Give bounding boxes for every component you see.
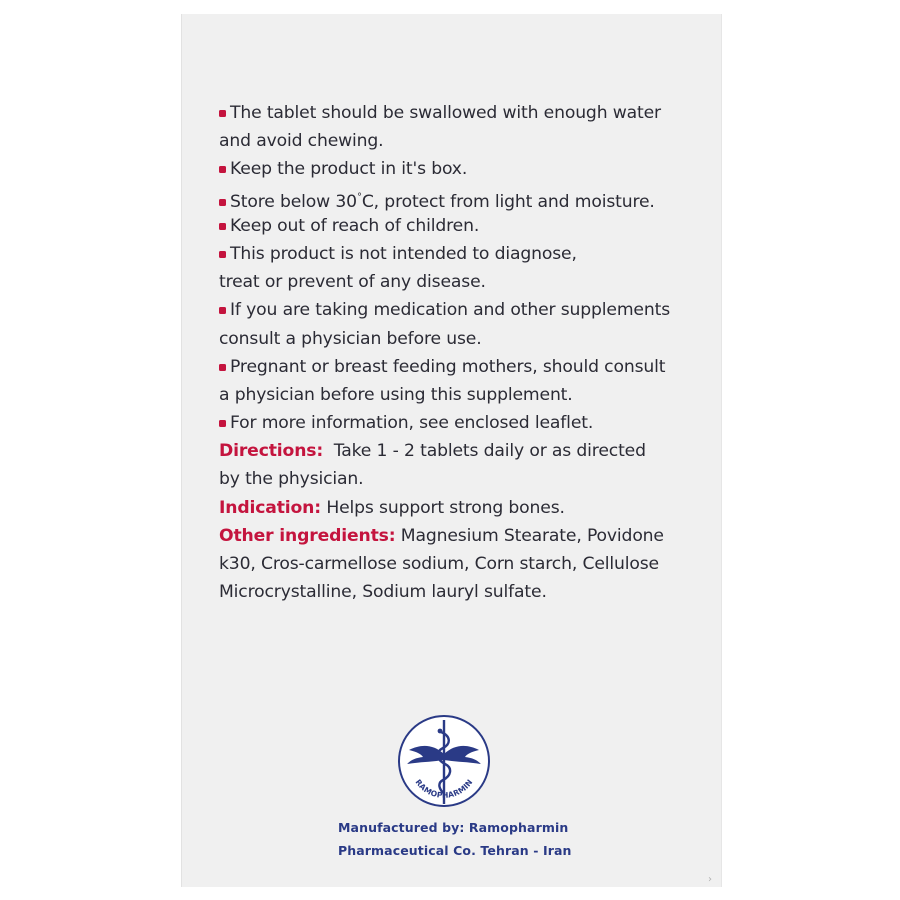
bullet-marker xyxy=(219,364,226,371)
bullet-marker xyxy=(219,223,226,230)
bullet-text: treat or prevent of any disease. xyxy=(219,272,486,293)
bullet-text: C, protect from light and moisture. xyxy=(361,191,655,212)
bullet-marker xyxy=(219,199,226,206)
bullet-text: If you are taking medication and other supplements xyxy=(230,300,670,321)
degree-symbol: ° xyxy=(356,191,362,203)
indication-line xyxy=(219,494,689,522)
bullet-marker xyxy=(219,166,226,173)
bullet-1-line-2 xyxy=(219,127,689,155)
bullet-5-line-2 xyxy=(219,268,689,296)
bullet-3-line-1 xyxy=(219,184,689,212)
directions-text: by the physician. xyxy=(219,469,364,490)
bullet-text: This product is not intended to diagnose, xyxy=(230,243,577,264)
bullet-text: For more information, see enclosed leaflet. xyxy=(230,413,594,434)
bullet-text: Keep the product in it's box. xyxy=(230,159,468,180)
bullet-text: consult a physician before use. xyxy=(219,328,482,349)
corner-mark: › xyxy=(708,874,712,885)
bullet-2-line-1 xyxy=(219,155,689,183)
ingredients-line-1 xyxy=(219,522,689,550)
manufacturer-line-1: Manufactured by: Ramopharmin xyxy=(338,820,569,835)
ingredients-line-2 xyxy=(219,550,689,578)
directions-line-2 xyxy=(219,465,689,493)
directions-line-1 xyxy=(219,437,689,465)
bullet-8-line-1 xyxy=(219,409,689,437)
bullet-7-line-1 xyxy=(219,353,689,381)
bullet-text: Store below 30 xyxy=(230,191,357,212)
bullet-marker xyxy=(219,420,226,427)
indication-label: Indication: xyxy=(219,497,321,518)
bullet-4-line-1 xyxy=(219,212,689,240)
ingredients-text: Microcrystalline, Sodium lauryl sulfate. xyxy=(219,582,547,603)
bullet-marker xyxy=(219,307,226,314)
bullet-marker xyxy=(219,251,226,258)
manufacturer-line-2: Pharmaceutical Co. Tehran - Iran xyxy=(338,843,572,858)
indication-text: Helps support strong bones. xyxy=(326,497,565,518)
bullet-text: Pregnant or breast feeding mothers, should consult xyxy=(230,356,666,377)
bullet-1-line-1 xyxy=(219,99,689,127)
ingredients-line-3 xyxy=(219,578,689,606)
bullet-marker xyxy=(219,110,226,117)
bullet-7-line-2 xyxy=(219,381,689,409)
ingredients-text: k30, Cros-carmellose sodium, Corn starch, Cellulose xyxy=(219,554,659,574)
directions-label: Directions: xyxy=(219,441,324,462)
ramopharmin-logo xyxy=(397,714,491,808)
bullet-text: Keep out of reach of children. xyxy=(230,215,480,236)
bullet-text: The tablet should be swallowed with enough water xyxy=(230,103,661,123)
ingredients-label: Other ingredients: xyxy=(219,525,396,546)
logo-text: RAMOPHARMIN xyxy=(413,777,475,800)
label-text-block xyxy=(219,99,689,606)
bullet-6-line-1 xyxy=(219,296,689,324)
bullet-text: a physician before using this supplement. xyxy=(219,384,573,405)
directions-text: Take 1 - 2 tablets daily or as directed xyxy=(333,441,646,462)
bullet-6-line-2 xyxy=(219,325,689,353)
bullet-text: and avoid chewing. xyxy=(219,131,384,152)
ingredients-text: Magnesium Stearate, Povidone xyxy=(400,525,664,546)
bullet-5-line-1 xyxy=(219,240,689,268)
